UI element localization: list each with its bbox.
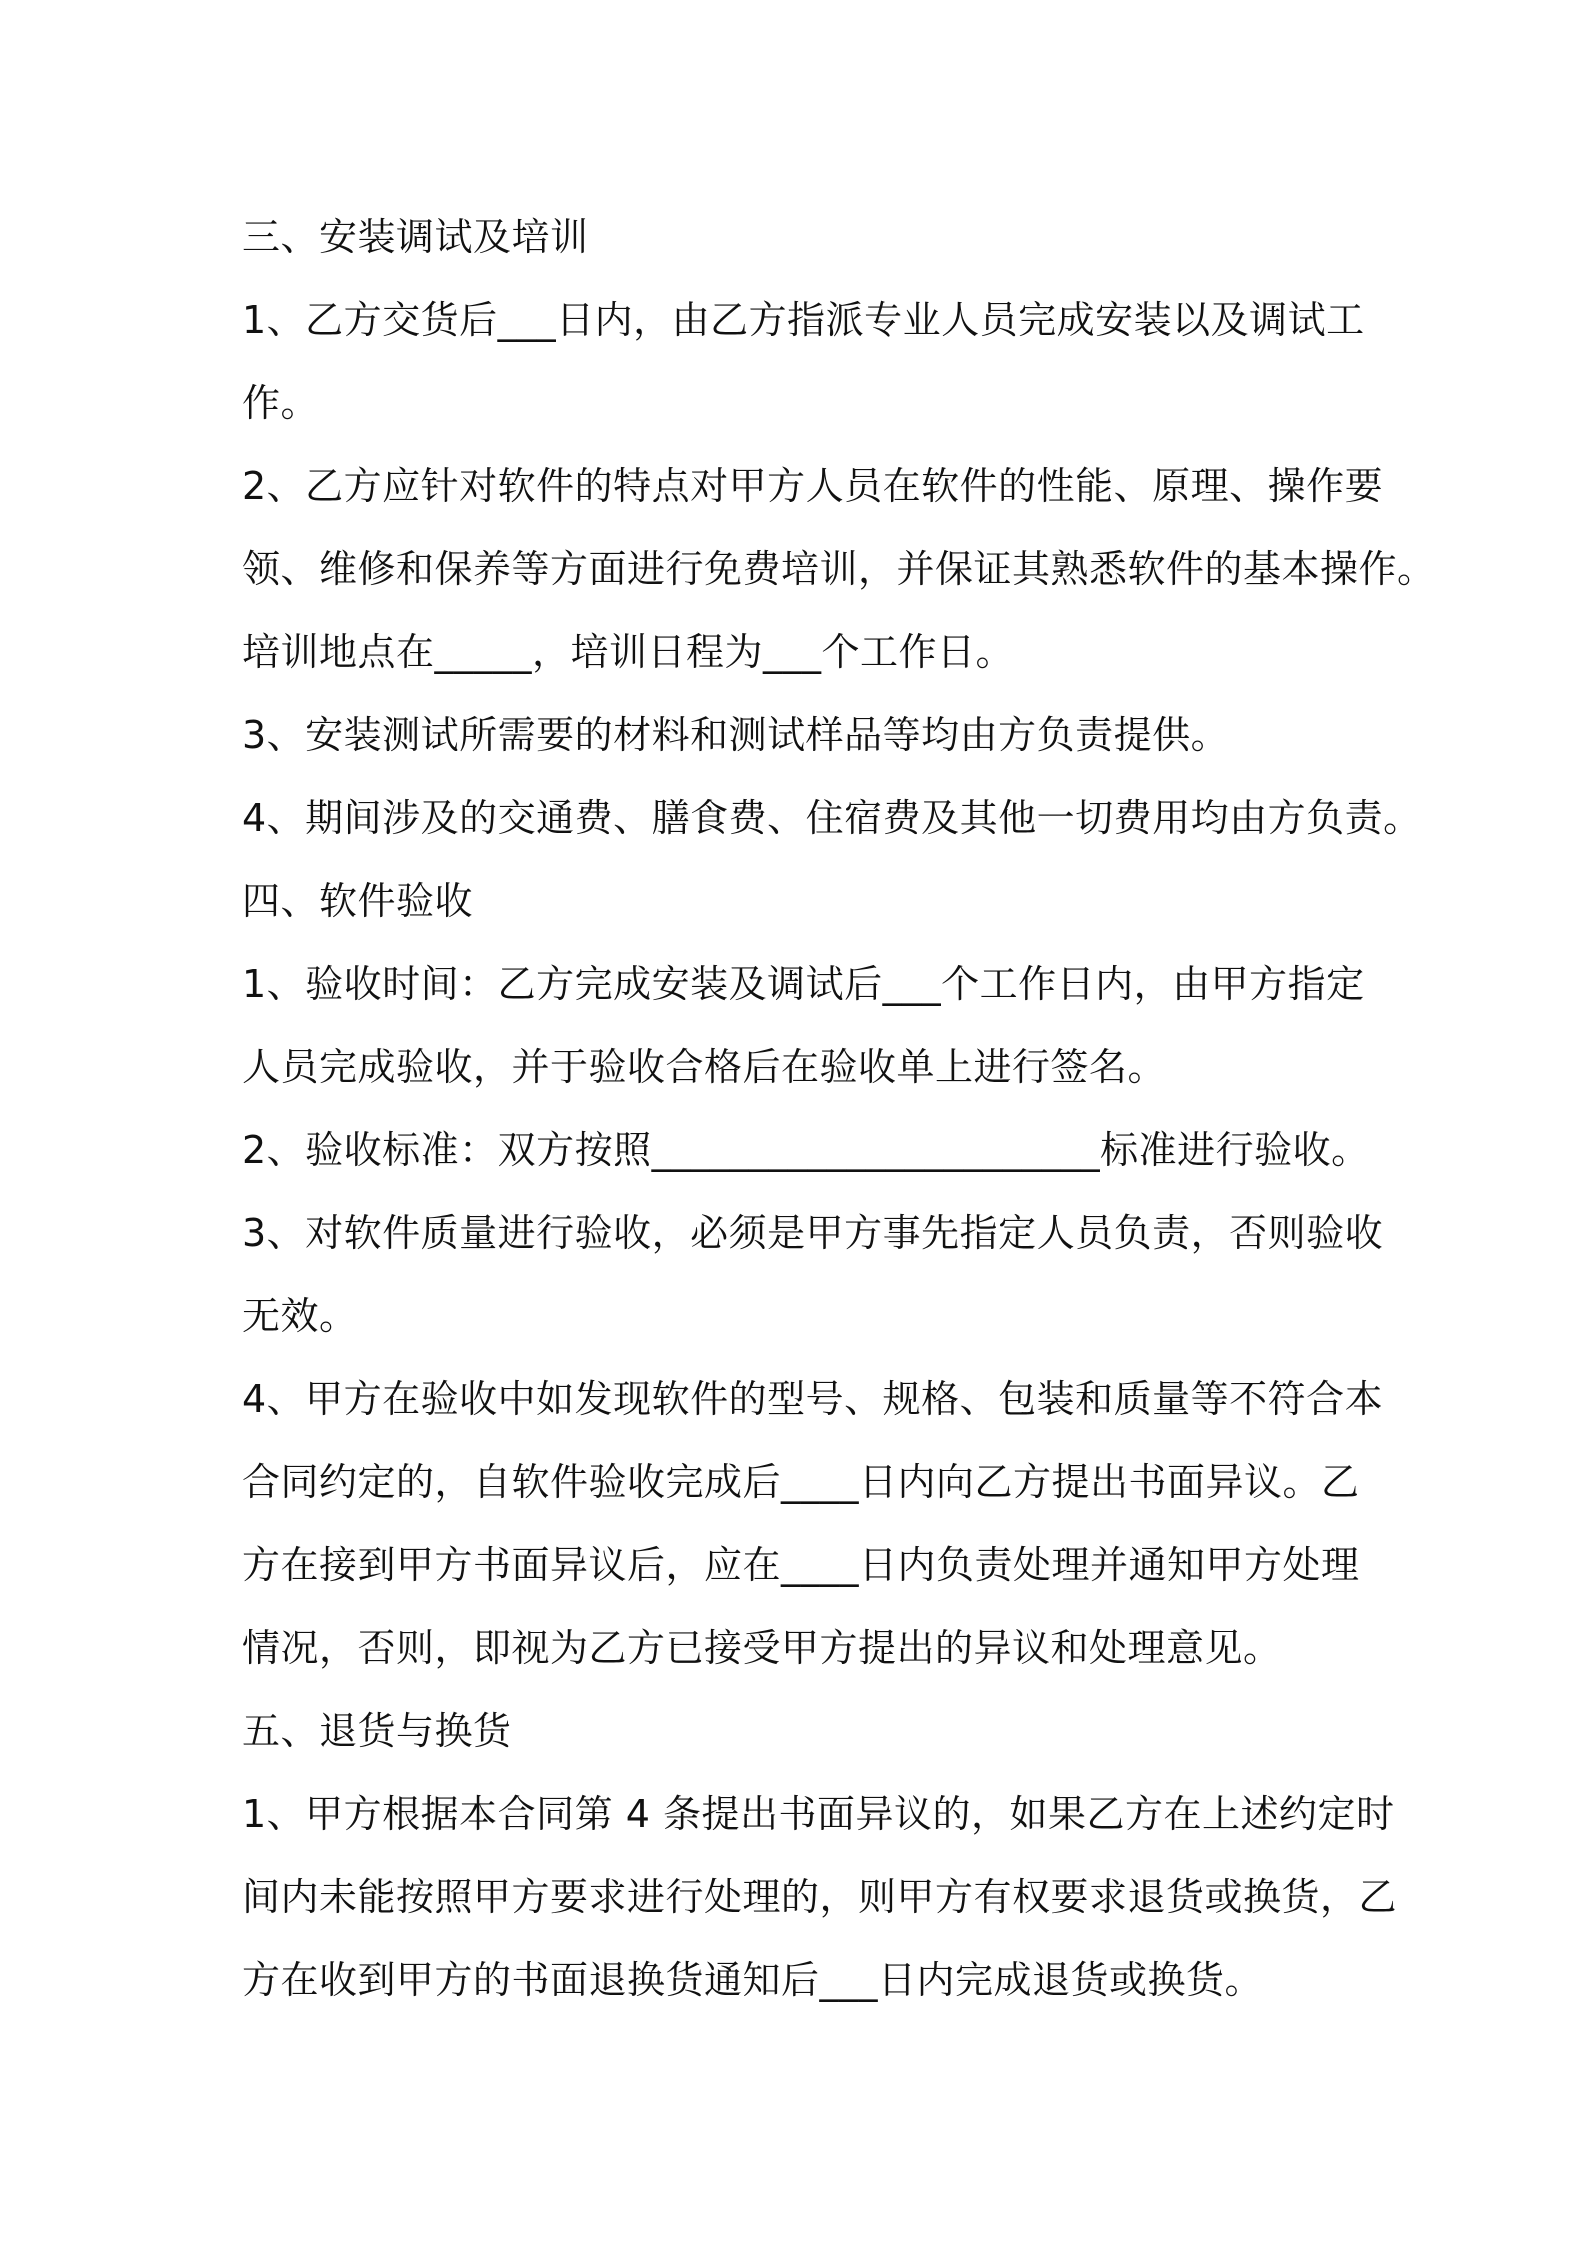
paragraph-line: 合同约定的，自软件验收完成后____日内向乙方提出书面异议。乙 [242, 1460, 1360, 1504]
section-heading-returns: 五、退货与换货 [242, 1709, 512, 1753]
paragraph-line: 3、对软件质量进行验收，必须是甲方事先指定人员负责，否则验收 [242, 1211, 1384, 1255]
paragraph-line: 1、验收时间：乙方完成安装及调试后___个工作日内，由甲方指定 [242, 962, 1365, 1006]
paragraph-line: 方在接到甲方书面异议后，应在____日内负责处理并通知甲方处理 [242, 1543, 1360, 1587]
paragraph-line: 1、甲方根据本合同第 4 条提出书面异议的，如果乙方在上述约定时 [242, 1792, 1395, 1836]
paragraph-line: 2、验收标准：双方按照_______________________标准进行验收。 [242, 1128, 1370, 1172]
paragraph-line: 2、乙方应针对软件的特点对甲方人员在软件的性能、原理、操作要 [242, 464, 1384, 508]
section-heading-installation: 三、安装调试及培训 [242, 215, 589, 259]
paragraph-line: 间内未能按照甲方要求进行处理的，则甲方有权要求退货或换货，乙 [242, 1875, 1398, 1919]
paragraph-line: 1、乙方交货后___日内，由乙方指派专业人员完成安装以及调试工 [242, 298, 1365, 342]
paragraph-line: 领、维修和保养等方面进行免费培训，并保证其熟悉软件的基本操作。 [242, 547, 1436, 591]
paragraph-line: 3、安装测试所需要的材料和测试样品等均由方负责提供。 [242, 713, 1230, 757]
section-heading-acceptance: 四、软件验收 [242, 879, 474, 923]
paragraph-line: 情况，否则，即视为乙方已接受甲方提出的异议和处理意见。 [242, 1626, 1282, 1670]
paragraph-line: 4、期间涉及的交通费、膳食费、住宿费及其他一切费用均由方负责。 [242, 796, 1422, 840]
paragraph-line: 作。 [242, 381, 320, 425]
contract-body [242, 196, 1436, 2022]
paragraph-line: 培训地点在_____，培训日程为___个工作日。 [242, 630, 1015, 674]
paragraph-line: 无效。 [242, 1294, 358, 1338]
paragraph-line: 4、甲方在验收中如发现软件的型号、规格、包装和质量等不符合本 [242, 1377, 1384, 1421]
paragraph-line: 方在收到甲方的书面退换货通知后___日内完成退货或换货。 [242, 1958, 1264, 2002]
paragraph-line: 人员完成验收，并于验收合格后在验收单上进行签名。 [242, 1045, 1167, 1089]
